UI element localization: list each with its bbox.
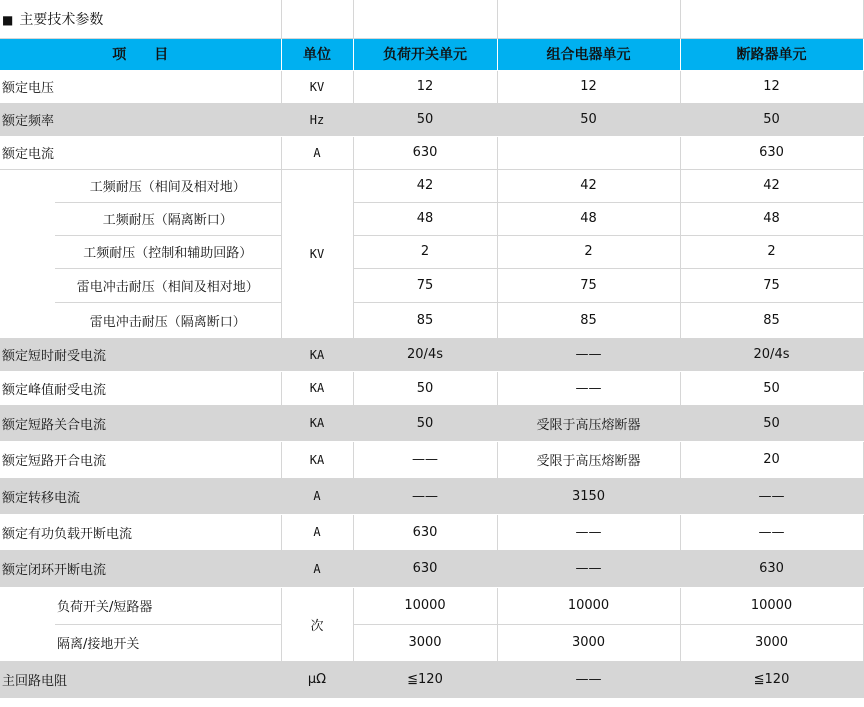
row-value: 50: [680, 371, 863, 405]
row-value: 3000: [353, 624, 497, 661]
row-value: 48: [353, 202, 497, 235]
table-row: [0, 514, 863, 550]
square-bullet-icon: ■: [2, 12, 14, 27]
row-value: 50: [680, 103, 863, 136]
header-col1: 负荷开关单元: [353, 38, 497, 70]
row-value: ——: [497, 371, 680, 405]
row-label: 额定转移电流: [0, 478, 281, 514]
row-value: ——: [680, 478, 863, 514]
row-value: ——: [680, 514, 863, 550]
row-value: 50: [353, 371, 497, 405]
row-value: 85: [353, 302, 497, 338]
header-col3: 断路器单元: [680, 38, 863, 70]
row-value: 75: [680, 268, 863, 302]
row-label: 额定短路开合电流: [0, 441, 281, 478]
table-row: [0, 550, 863, 587]
row-value: 75: [497, 268, 680, 302]
row-label: 额定短时耐受电流: [0, 338, 281, 371]
row-value: 20/4s: [353, 338, 497, 371]
row-unit: KA: [281, 371, 353, 405]
row-unit: KA: [281, 441, 353, 478]
table-row: [0, 405, 863, 441]
row-value: 12: [497, 70, 680, 103]
table-row: [0, 624, 863, 661]
row-value: 75: [353, 268, 497, 302]
row-unit: A: [281, 136, 353, 169]
row-label: 隔离/接地开关: [55, 624, 281, 661]
row-value: 630: [353, 550, 497, 587]
section-title-cell: [0, 0, 281, 38]
row-unit: A: [281, 550, 353, 587]
row-value: ——: [353, 441, 497, 478]
header-row: [0, 38, 863, 70]
empty-cell: [680, 0, 863, 38]
row-label: 额定短路关合电流: [0, 405, 281, 441]
row-value: 630: [353, 136, 497, 169]
row-value: 3000: [680, 624, 863, 661]
row-value: ——: [353, 478, 497, 514]
row-value: 10000: [680, 587, 863, 624]
row-unit: μΩ: [281, 661, 353, 698]
row-label: 额定电流: [0, 136, 281, 169]
row-value: 2: [497, 235, 680, 268]
empty-cell: [497, 0, 680, 38]
section-title: 主要技术参数: [19, 11, 104, 28]
empty-cell: [281, 0, 353, 38]
row-value: 20/4s: [680, 338, 863, 371]
row-label: 工频耐压（控制和辅助回路）: [55, 235, 281, 268]
row-value: 20: [680, 441, 863, 478]
row-label: 额定峰值耐受电流: [0, 371, 281, 405]
row-value: 50: [353, 103, 497, 136]
row-value: 630: [680, 136, 863, 169]
row-value: 50: [680, 405, 863, 441]
table-row: [0, 103, 863, 136]
row-value: ≦120: [680, 661, 863, 698]
row-value: 2: [353, 235, 497, 268]
row-label: 工频耐压（隔离断口）: [55, 202, 281, 235]
table-row: [0, 268, 863, 302]
group-unit: 次: [281, 587, 353, 661]
row-value: ——: [497, 550, 680, 587]
row-unit: Hz: [281, 103, 353, 136]
row-value: 12: [680, 70, 863, 103]
row-label: 雷电冲击耐压（相间及相对地）: [55, 268, 281, 302]
row-value: ≦120: [353, 661, 497, 698]
table-row: [0, 478, 863, 514]
row-unit: KV: [281, 70, 353, 103]
row-value: ——: [497, 338, 680, 371]
row-value: 42: [497, 169, 680, 202]
row-unit: KA: [281, 405, 353, 441]
row-unit: KA: [281, 338, 353, 371]
header-col2: 组合电器单元: [497, 38, 680, 70]
row-value: 85: [680, 302, 863, 338]
row-value: ——: [497, 661, 680, 698]
row-value: 630: [680, 550, 863, 587]
table-row: [0, 302, 863, 338]
row-value: 受限于高压熔断器: [497, 441, 680, 478]
table-row: [0, 587, 863, 624]
row-label: 额定有功负载开断电流: [0, 514, 281, 550]
row-value: 42: [353, 169, 497, 202]
row-value: 50: [497, 103, 680, 136]
row-label: 雷电冲击耐压（隔离断口）: [55, 302, 281, 338]
row-value: 2: [680, 235, 863, 268]
row-value: 85: [497, 302, 680, 338]
table-row: [0, 202, 863, 235]
row-unit: A: [281, 514, 353, 550]
row-label: 额定频率: [0, 103, 281, 136]
row-label: 负荷开关/短路器: [55, 587, 281, 624]
row-value: 10000: [353, 587, 497, 624]
row-value: 42: [680, 169, 863, 202]
row-value: 50: [353, 405, 497, 441]
table-row: [0, 338, 863, 371]
header-unit: 单位: [281, 38, 353, 70]
table-row: [0, 70, 863, 103]
table-row: [0, 136, 863, 169]
row-label: 额定电压: [0, 70, 281, 103]
table-row: [0, 371, 863, 405]
row-label: 额定闭环开断电流: [0, 550, 281, 587]
row-unit: A: [281, 478, 353, 514]
row-value: 630: [353, 514, 497, 550]
row-value: 48: [497, 202, 680, 235]
table-row: [0, 441, 863, 478]
row-label: 主回路电阻: [0, 661, 281, 698]
table-row: [0, 235, 863, 268]
group-spacer: [0, 587, 55, 661]
header-item: 项 目: [0, 38, 281, 70]
table-row: [0, 661, 863, 698]
row-value: 3000: [497, 624, 680, 661]
row-value: 受限于高压熔断器: [497, 405, 680, 441]
row-label: 工频耐压（相间及相对地）: [55, 169, 281, 202]
group-spacer: [0, 169, 55, 338]
row-value: 3150: [497, 478, 680, 514]
empty-cell: [353, 0, 497, 38]
row-value: 12: [353, 70, 497, 103]
row-value: 48: [680, 202, 863, 235]
row-value: ——: [497, 514, 680, 550]
table-row: [0, 169, 863, 202]
row-value: [497, 136, 680, 169]
row-value: 10000: [497, 587, 680, 624]
group-unit: KV: [281, 169, 353, 338]
